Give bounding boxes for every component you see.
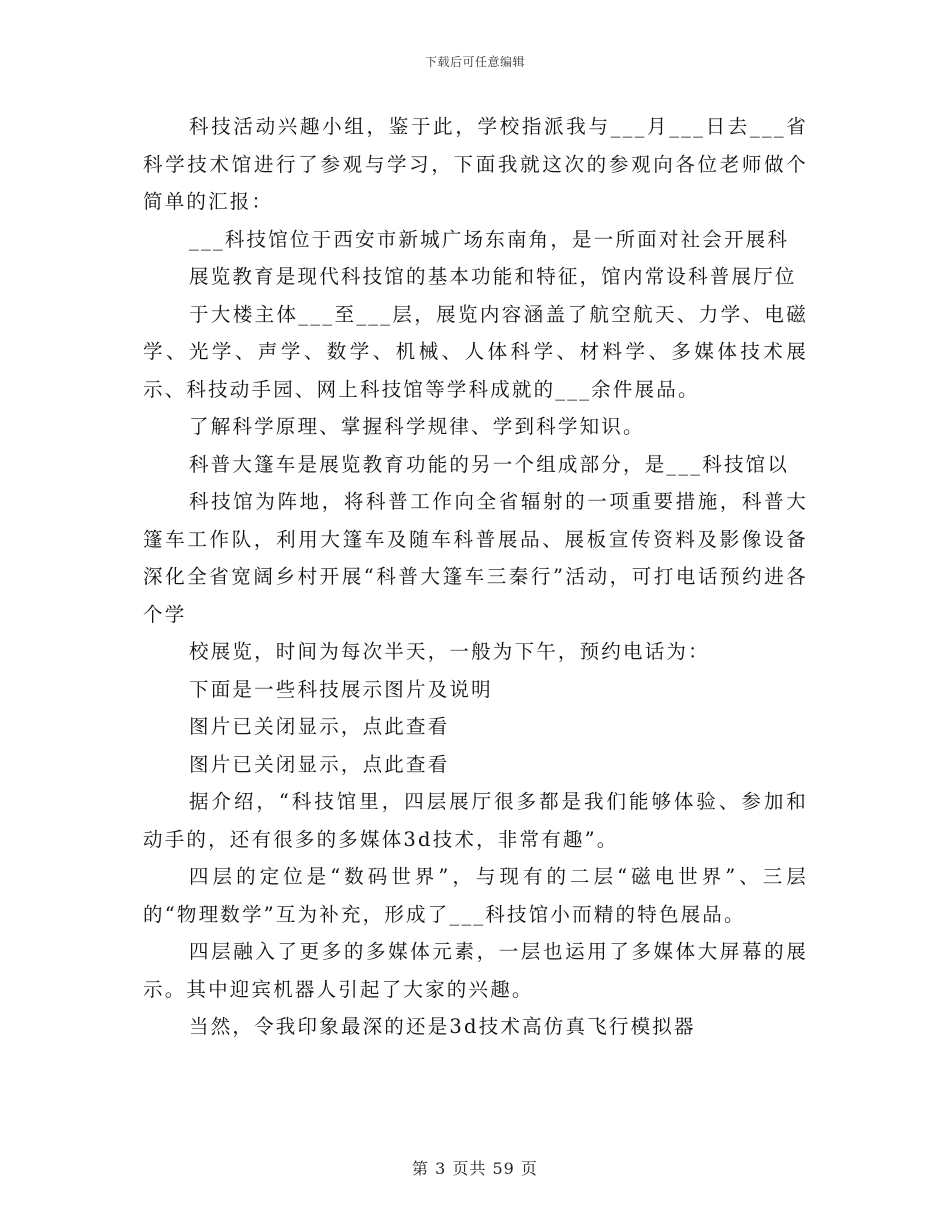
paragraph-fourth-floor-positioning: 四层的定位是“数码世界”，与现有的二层“磁电世界”、三层的“物理数学”互为补充，形成了___科技馆小而精的特色展品。 <box>143 865 808 926</box>
paragraph-images-intro: 下面是一些科技展示图片及说明 <box>189 677 493 701</box>
paragraph-introduction-quote: 据介绍，“科技馆里，四层展厅很多都是我们能够体验、参加和动手的，还有很多的多媒体3d技术，非常有趣”。 <box>143 790 808 851</box>
paragraph-activity-group: 科技活动兴趣小组，鉴于此，学校指派我与___月___日去___省科学技术馆进行了参观与学习，下面我就这次的参观向各位老师做个简单的汇报： <box>143 115 808 213</box>
paragraph-multimedia-elements: 四层融入了更多的多媒体元素，一层也运用了多媒体大屏幕的展示。其中迎宾机器人引起了大家的兴趣。 <box>143 940 808 1001</box>
image-placeholder-link-1[interactable]: 图片已关闭显示，点此查看 <box>189 715 450 738</box>
paragraph-exhibition-education: 展览教育是现代科技馆的基本功能和特征，馆内常设科普展厅位 <box>189 265 797 288</box>
paragraph-school-booking: 校展览，时间为每次半天，一般为下午，预约电话为： <box>189 640 710 663</box>
paragraph-learn-science: 了解科学原理、掌握科学规律、学到科学知识。 <box>189 415 645 438</box>
paragraph-science-caravan: 科普大篷车是展览教育功能的另一个组成部分，是___科技馆以 <box>189 452 790 476</box>
paragraph-museum-location: ___科技馆位于西安市新城广场东南角，是一所面对社会开展科 <box>189 227 790 251</box>
document-body <box>143 108 808 1046</box>
paragraph-flight-simulator: 当然，令我印象最深的还是3d技术高仿真飞行模拟器 <box>189 1015 696 1038</box>
image-placeholder-link-2[interactable]: 图片已关闭显示，点此查看 <box>189 752 450 776</box>
page-number-footer: 第 3 页共 59 页 <box>412 1159 538 1178</box>
page-header: 下载后可任意编辑 <box>424 55 525 69</box>
paragraph-caravan-details: 科技馆为阵地，将科普工作向全省辐射的一项重要措施，科普大篷车工作队，利用大篷车及随车科普展品、展板宣传资料及影像设备深化全省宽阔乡村开展“科普大篷车三秦行”活动，可打电话预约进各个学 <box>143 490 808 626</box>
paragraph-exhibit-floors: 于大楼主体___至___层，展览内容涵盖了航空航天、力学、电磁学、光学、声学、数学、机械、人体科学、材料学、多媒体技术展示、科技动手园、网上科技馆等学科成就的___余件展品。 <box>143 302 808 401</box>
